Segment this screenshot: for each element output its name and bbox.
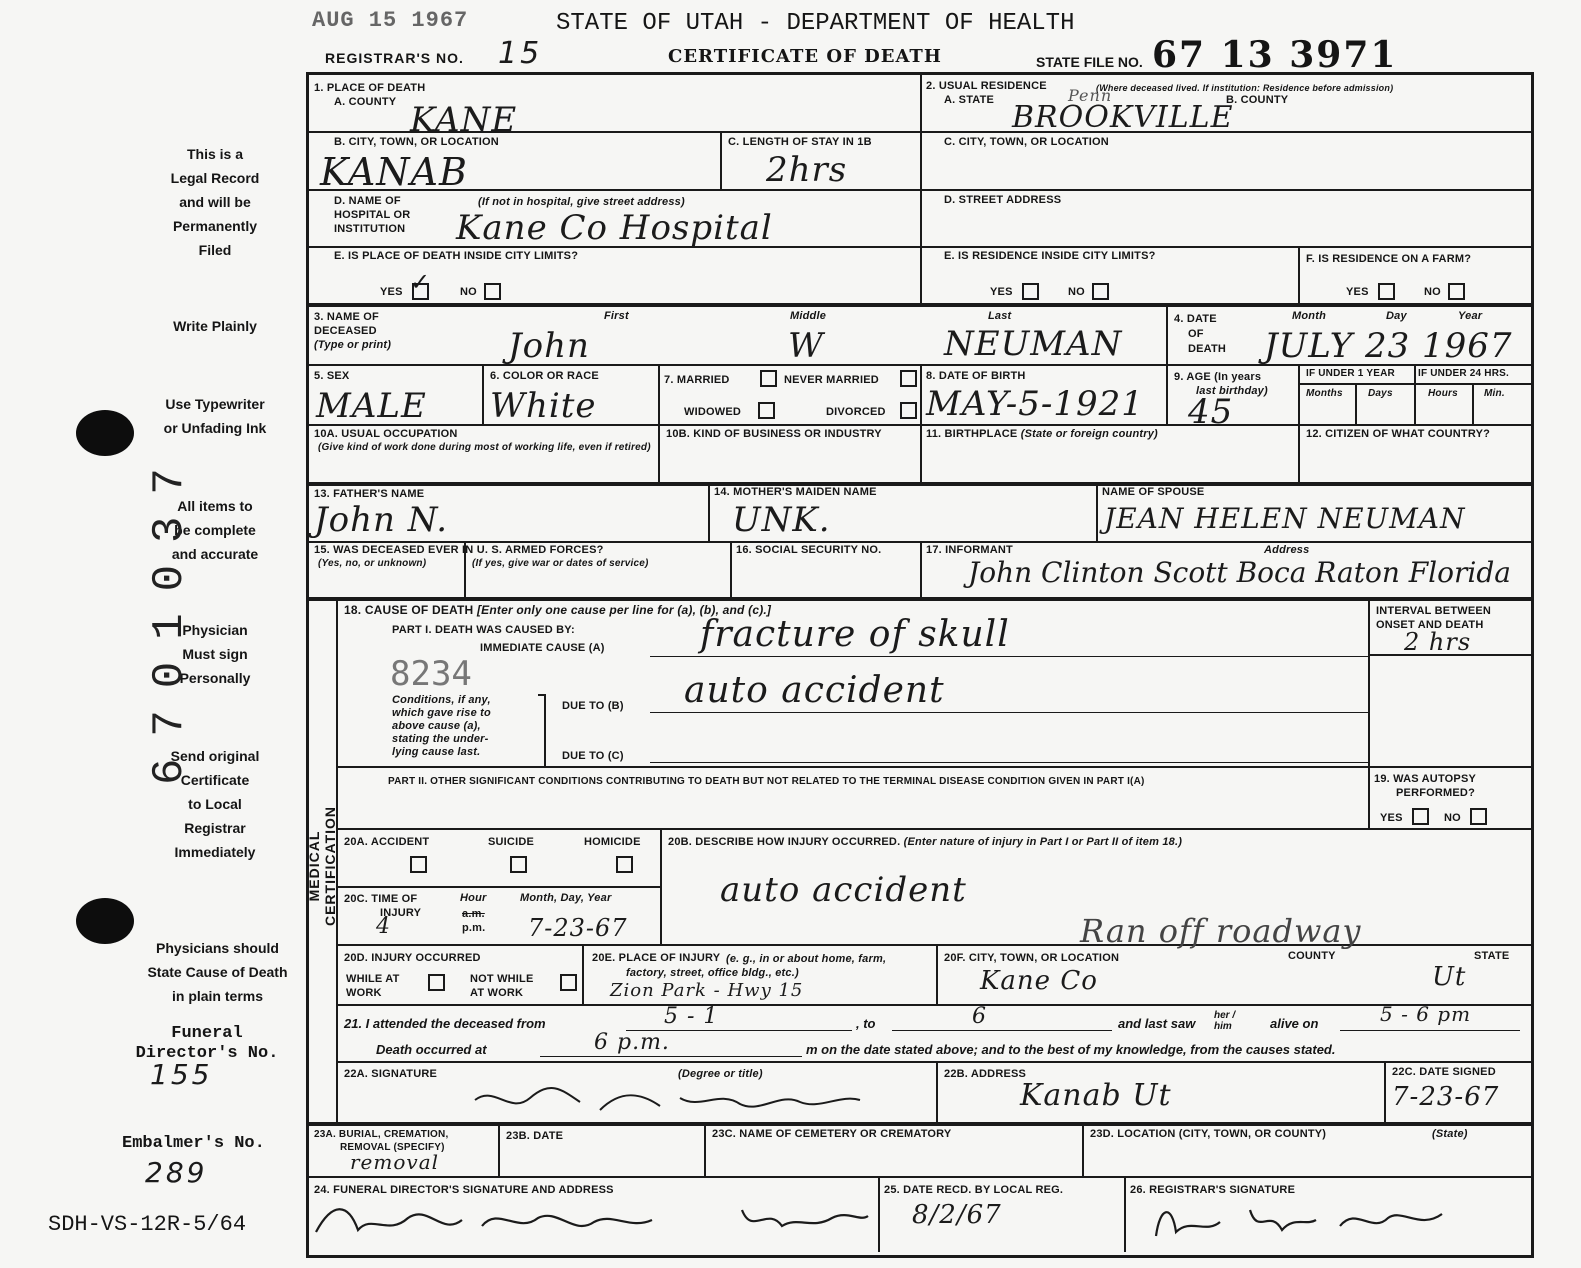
mdy-label: Month, Day, Year — [520, 892, 612, 904]
f9-label: 9. AGE (In years last birthday) — [1174, 371, 1268, 397]
f23d-label: 23D. LOCATION (CITY, TOWN, OR COUNTY) — [1090, 1128, 1327, 1140]
rule — [1414, 364, 1416, 424]
f13-label: 13. FATHER'S NAME — [314, 488, 425, 500]
rule — [1340, 1030, 1520, 1031]
side-note-typewriter: Use Typewriter or Unfading Ink — [163, 396, 267, 436]
f10a-note: (Give kind of work done during most of working life, even if retired) — [318, 442, 651, 453]
f6-label: 6. COLOR OR RACE — [490, 370, 599, 382]
embalmer-label: Embalmer's No. — [122, 1134, 265, 1153]
side-note-physician: Physician Must sign Personally — [179, 622, 251, 686]
f10a-label: 10A. USUAL OCCUPATION — [314, 428, 458, 440]
f20b-value-2: Ran off roadway — [1080, 912, 1362, 950]
f23a-value: removal — [350, 1150, 440, 1174]
f19-label: 19. WAS AUTOPSY PERFORMED? — [1374, 773, 1477, 799]
pm-label: p.m. — [462, 922, 486, 934]
f22c-label: 22C. DATE SIGNED — [1392, 1066, 1496, 1078]
months-label: Months — [1306, 388, 1343, 399]
rule — [892, 1030, 1112, 1031]
f17-value: John Clinton Scott Boca Raton Florida — [968, 556, 1511, 589]
state-paren: (State) — [1432, 1128, 1468, 1140]
homicide-checkbox[interactable] — [616, 856, 633, 873]
homicide-label: HOMICIDE — [584, 836, 641, 848]
f2f-no: NO — [1424, 286, 1441, 298]
married-checkbox[interactable] — [760, 370, 777, 387]
last-saw-label: and last saw — [1118, 1016, 1196, 1031]
f1d-value: Kane Co Hospital — [456, 208, 773, 248]
f23b-label: 23B. DATE — [506, 1130, 564, 1142]
f1e-check-mark: ✓ — [410, 268, 432, 296]
min-label: Min. — [1484, 388, 1505, 399]
date-of-death-value: JULY 23 1967 — [1264, 326, 1513, 366]
f11-label: 11. BIRTHPLACE (State or foreign country) — [926, 428, 1158, 440]
f2e-yes-checkbox[interactable] — [1022, 283, 1039, 300]
year-label: Year — [1458, 310, 1483, 322]
death-occurred-label: Death occurred at — [376, 1042, 487, 1057]
rule — [1298, 364, 1300, 482]
f2-label: 2. USUAL RESIDENCE — [926, 80, 1047, 92]
month-label: Month — [1292, 310, 1326, 322]
interval-label: INTERVAL BETWEEN ONSET AND DEATH — [1376, 605, 1492, 631]
rule — [704, 1122, 706, 1176]
f14-value: UNK. — [732, 500, 831, 540]
registrar-label: REGISTRAR'S NO. — [325, 50, 464, 66]
rule — [650, 712, 1368, 713]
never-married: NEVER MARRIED — [784, 374, 879, 386]
f14-label: 14. MOTHER'S MAIDEN NAME — [714, 486, 877, 498]
f9-value: 45 — [1188, 392, 1234, 432]
rule — [650, 656, 1368, 657]
rule — [878, 1176, 880, 1252]
side-note-state-cause: Physicians should State Cause of Death in plain terms — [147, 940, 288, 1004]
f2a-value: Penn — [1068, 86, 1113, 105]
f15-note-a: (Yes, no, or unknown) — [318, 558, 427, 569]
under-1-year: IF UNDER 1 YEAR — [1306, 368, 1395, 379]
funeral-director-label: Funeral Director's No. — [135, 1024, 279, 1063]
autopsy-yes-checkbox[interactable] — [1412, 808, 1429, 825]
side-note-send: Send original Certificate to Local Registrar Immediately — [170, 748, 260, 860]
f21-tail: m on the date stated above; and to the best of my knowledge, from the causes stated. — [806, 1042, 1336, 1057]
state-file-label: STATE FILE NO. — [1036, 54, 1143, 70]
funeral-director-signature — [312, 1196, 872, 1246]
f20e-note: (e. g., in or about home, farm, factory, street, office bldg., etc.) — [626, 953, 887, 979]
rule — [1082, 1122, 1084, 1176]
rule — [920, 364, 922, 482]
due-b-label: DUE TO (B) — [562, 700, 624, 712]
rule — [1472, 383, 1474, 425]
rule — [720, 131, 722, 189]
rule — [309, 1122, 1531, 1126]
f19-yes: YES — [1380, 812, 1403, 824]
widowed-checkbox[interactable] — [758, 402, 775, 419]
f2a-label: A. STATE — [944, 94, 995, 106]
f13-value: John N. — [314, 500, 449, 540]
f21-to-label: , to — [856, 1016, 876, 1031]
him-her-label: her / him — [1214, 1010, 1236, 1032]
days-label: Days — [1368, 388, 1393, 399]
f10b-label: 10B. KIND OF BUSINESS OR INDUSTRY — [666, 428, 882, 440]
f8-label: 8. DATE OF BIRTH — [926, 370, 1026, 382]
f5-value: MALE — [316, 386, 427, 426]
f20e-value: Zion Park - Hwy 15 — [610, 980, 804, 1001]
rule — [1298, 246, 1300, 304]
f16-label: 16. SOCIAL SECURITY NO. — [736, 544, 882, 556]
f2b-label: B. COUNTY — [1226, 94, 1289, 106]
last-name-value: NEUMAN — [944, 324, 1123, 364]
f1e-no: NO — [460, 286, 477, 298]
f2d-label: D. STREET ADDRESS — [944, 194, 1062, 206]
f19-no: NO — [1444, 812, 1461, 824]
f17-label: 17. INFORMANT — [926, 544, 1013, 556]
f20c-label: 20C. TIME OF INJURY — [344, 893, 422, 919]
f20a-label: 20A. ACCIDENT — [344, 836, 430, 848]
divorced-checkbox[interactable] — [900, 402, 917, 419]
due-c-label: DUE TO (C) — [562, 750, 624, 762]
part1-label: PART I. DEATH WAS CAUSED BY: — [392, 624, 575, 636]
f20b-value-1: auto accident — [720, 870, 967, 910]
f1a-value: KANE — [410, 100, 518, 140]
f5-label: 5. SEX — [314, 370, 350, 382]
f21-alive: 5 - 6 pm — [1380, 1002, 1472, 1026]
rule — [336, 1004, 1531, 1006]
f6-value: White — [490, 386, 597, 426]
middle-label: Middle — [790, 310, 827, 322]
f1c-value: 2hrs — [766, 150, 848, 190]
rule — [920, 541, 922, 598]
punch-hole-top — [76, 410, 134, 456]
rule — [336, 766, 1531, 768]
f22a-label: 22A. SIGNATURE — [344, 1068, 438, 1080]
not-while-work-checkbox[interactable] — [560, 974, 577, 991]
form-id: SDH-VS-12R-5/64 — [48, 1212, 247, 1237]
f1d-note: (If not in hospital, give street address) — [478, 196, 685, 208]
hours-label: Hours — [1428, 388, 1458, 399]
rule — [1368, 597, 1370, 829]
f15-note-b: (If yes, give war or dates of service) — [472, 558, 649, 569]
rule — [660, 828, 662, 944]
f8-value: MAY-5-1921 — [926, 384, 1144, 424]
while-work-label: WHILE AT WORK — [346, 973, 400, 999]
f20d-label: 20D. INJURY OCCURRED — [344, 952, 481, 964]
part2-label: PART II. OTHER SIGNIFICANT CONDITIONS CONTRIBUTING TO DEATH BUT NOT RELATED TO THE TERMINAL DISEASE CONDITION GIVEN IN PART I(A) — [388, 776, 1145, 787]
side-note-complete: All items to be complete and accurate — [171, 498, 259, 562]
f25-value: 8/2/67 — [912, 1200, 1002, 1230]
embalmer-no: 289 — [145, 1156, 208, 1189]
f21-time: 6 p.m. — [594, 1030, 670, 1055]
funeral-director-no: 155 — [150, 1058, 213, 1091]
cause-a-value: fracture of skull — [700, 614, 1010, 655]
immediate-cause-label: IMMEDIATE CAUSE (A) — [480, 642, 605, 654]
accident-checkbox[interactable] — [410, 856, 427, 873]
last-label: Last — [988, 310, 1012, 322]
widowed: WIDOWED — [684, 406, 742, 418]
f26-label: 26. REGISTRAR'S SIGNATURE — [1130, 1184, 1296, 1196]
rule — [482, 364, 484, 424]
rule — [730, 541, 732, 598]
f4-label: 4. DATE OF DEATH — [1174, 313, 1227, 355]
f2-note: (Where deceased lived. If institution: Residence before admission) — [1096, 83, 1394, 93]
address-label: Address — [1264, 544, 1310, 556]
f24-label: 24. FUNERAL DIRECTOR'S SIGNATURE AND ADDRESS — [314, 1184, 614, 1196]
f7-label: 7. MARRIED — [664, 374, 730, 386]
rule — [920, 75, 922, 305]
bracket — [538, 694, 546, 768]
first-label: First — [604, 310, 629, 322]
f2c-value: BROOKVILLE — [1012, 100, 1234, 135]
f12-label: 12. CITIZEN OF WHAT COUNTRY? — [1306, 428, 1491, 440]
f21-to: 6 — [972, 1004, 987, 1029]
suicide-label: SUICIDE — [488, 836, 535, 848]
f2f-yes-checkbox[interactable] — [1378, 283, 1395, 300]
f2e-label: E. IS RESIDENCE INSIDE CITY LIMITS? — [944, 250, 1156, 262]
degree-label: (Degree or title) — [678, 1068, 763, 1080]
f25-label: 25. DATE RECD. BY LOCAL REG. — [884, 1184, 1064, 1196]
while-work-checkbox[interactable] — [428, 974, 445, 991]
rule — [336, 1061, 1531, 1063]
state-file-no: 67 13 3971 — [1152, 34, 1398, 76]
f23a-label: 23A. BURIAL, CREMATION, REMOVAL (SPECIFY) — [314, 1129, 449, 1153]
under-24-hrs: IF UNDER 24 HRS. — [1418, 368, 1509, 379]
rule — [336, 828, 1531, 830]
rule — [1166, 303, 1168, 425]
f2e-no: NO — [1068, 286, 1085, 298]
spouse-value: JEAN HELEN NEUMAN — [1104, 502, 1466, 535]
f1b-label: B. CITY, TOWN, OR LOCATION — [334, 136, 499, 148]
rule — [309, 1176, 1531, 1178]
f2e-no-checkbox[interactable] — [1092, 283, 1109, 300]
rule — [336, 886, 660, 888]
f20f-label: 20F. CITY, TOWN, OR LOCATION — [944, 952, 1120, 964]
received-stamp: AUG 15 1967 — [312, 8, 469, 33]
form-title: STATE OF UTAH - DEPARTMENT OF HEALTH — [556, 10, 1075, 37]
f1e-no-checkbox[interactable] — [484, 283, 501, 300]
county-label: COUNTY — [1288, 950, 1336, 962]
autopsy-no-checkbox[interactable] — [1470, 808, 1487, 825]
am-label: a.m. — [462, 908, 485, 920]
cause-code: 8234 — [390, 654, 472, 694]
f2f-yes: YES — [1346, 286, 1369, 298]
first-name-value: John — [508, 326, 590, 366]
f18-label: 18. CAUSE OF DEATH [Enter only one cause per line for (a), (b), and (c).] — [344, 603, 772, 617]
divorced: DIVORCED — [826, 406, 886, 418]
f2c-label: C. CITY, TOWN, OR LOCATION — [944, 136, 1109, 148]
f1-label: 1. PLACE OF DEATH — [314, 82, 426, 94]
never-married-checkbox[interactable] — [900, 370, 917, 387]
hour-label: Hour — [460, 892, 487, 904]
certificate-title: CERTIFICATE OF DEATH — [668, 46, 942, 67]
rule — [540, 1056, 802, 1057]
vertical-serial-number: 6701037 — [145, 446, 195, 785]
rule — [1096, 482, 1098, 541]
f20e-label: 20E. PLACE OF INJURY — [592, 952, 721, 964]
rule — [498, 1122, 500, 1176]
f1c-label: C. LENGTH OF STAY IN 1B — [728, 136, 872, 148]
side-note-legal: This is a Legal Record and will be Permanently Filed — [170, 146, 260, 258]
f20c-hour: 4 — [376, 914, 391, 939]
registrar-no: 15 — [498, 36, 543, 71]
middle-name-value: W — [788, 326, 824, 366]
f1e-yes: YES — [380, 286, 403, 298]
rule — [708, 482, 710, 541]
conditions-note: Conditions, if any, which gave rise to above cause (a), stating the under- lying cause last. — [392, 694, 491, 758]
suicide-checkbox[interactable] — [510, 856, 527, 873]
f2e-yes: YES — [990, 286, 1013, 298]
rule — [1355, 383, 1357, 425]
f20f-state: Ut — [1432, 962, 1467, 992]
state-label: STATE — [1474, 950, 1510, 962]
f3-label: 3. NAME OF DECEASED (Type or print) — [314, 311, 392, 351]
rule — [936, 1061, 938, 1122]
rule — [1384, 1061, 1386, 1122]
spouse-label: NAME OF SPOUSE — [1102, 486, 1205, 498]
f15-label: 15. WAS DECEASED EVER IN U. S. ARMED FORCES? — [314, 544, 604, 556]
medical-certification-label: MEDICAL CERTIFICATION — [306, 805, 338, 927]
f2f-label: F. IS RESIDENCE ON A FARM? — [1306, 253, 1472, 265]
not-while-work-label: NOT WHILE AT WORK — [470, 973, 534, 999]
f1d-label: D. NAME OF HOSPITAL OR INSTITUTION — [334, 195, 411, 235]
registrar-signature — [1150, 1196, 1450, 1246]
cause-b-value: auto accident — [684, 670, 945, 711]
alive-on-label: alive on — [1270, 1016, 1319, 1031]
f20c-date: 7-23-67 — [528, 914, 628, 942]
rule — [309, 482, 1531, 486]
f1e-label: E. IS PLACE OF DEATH INSIDE CITY LIMITS? — [334, 250, 579, 262]
rule — [582, 944, 584, 1004]
rule — [1124, 1176, 1126, 1252]
f2f-no-checkbox[interactable] — [1448, 283, 1465, 300]
f21-line-1: 21. I attended the deceased from — [344, 1016, 546, 1031]
f20f-value: Kane Co — [980, 966, 1098, 996]
f23c-label: 23C. NAME OF CEMETERY OR CREMATORY — [712, 1128, 952, 1140]
rule — [658, 364, 660, 482]
day-label: Day — [1386, 310, 1407, 322]
f1a-label: A. COUNTY — [334, 96, 397, 108]
f1b-value: KANAB — [320, 150, 468, 194]
f22b-label: 22B. ADDRESS — [944, 1068, 1027, 1080]
side-note-write: Write Plainly — [173, 318, 257, 334]
physician-signature — [470, 1080, 870, 1120]
f21-from: 5 - 1 — [664, 1004, 719, 1029]
rule — [650, 762, 1368, 763]
f22c-value: 7-23-67 — [1392, 1082, 1500, 1112]
f22b-value: Kanab Ut — [1020, 1078, 1172, 1113]
rule — [936, 944, 938, 1004]
f20b-label: 20B. DESCRIBE HOW INJURY OCCURRED. (Enter nature of injury in Part I or Part II of item 18.) — [668, 836, 1183, 848]
interval-value: 2 hrs — [1404, 628, 1472, 656]
